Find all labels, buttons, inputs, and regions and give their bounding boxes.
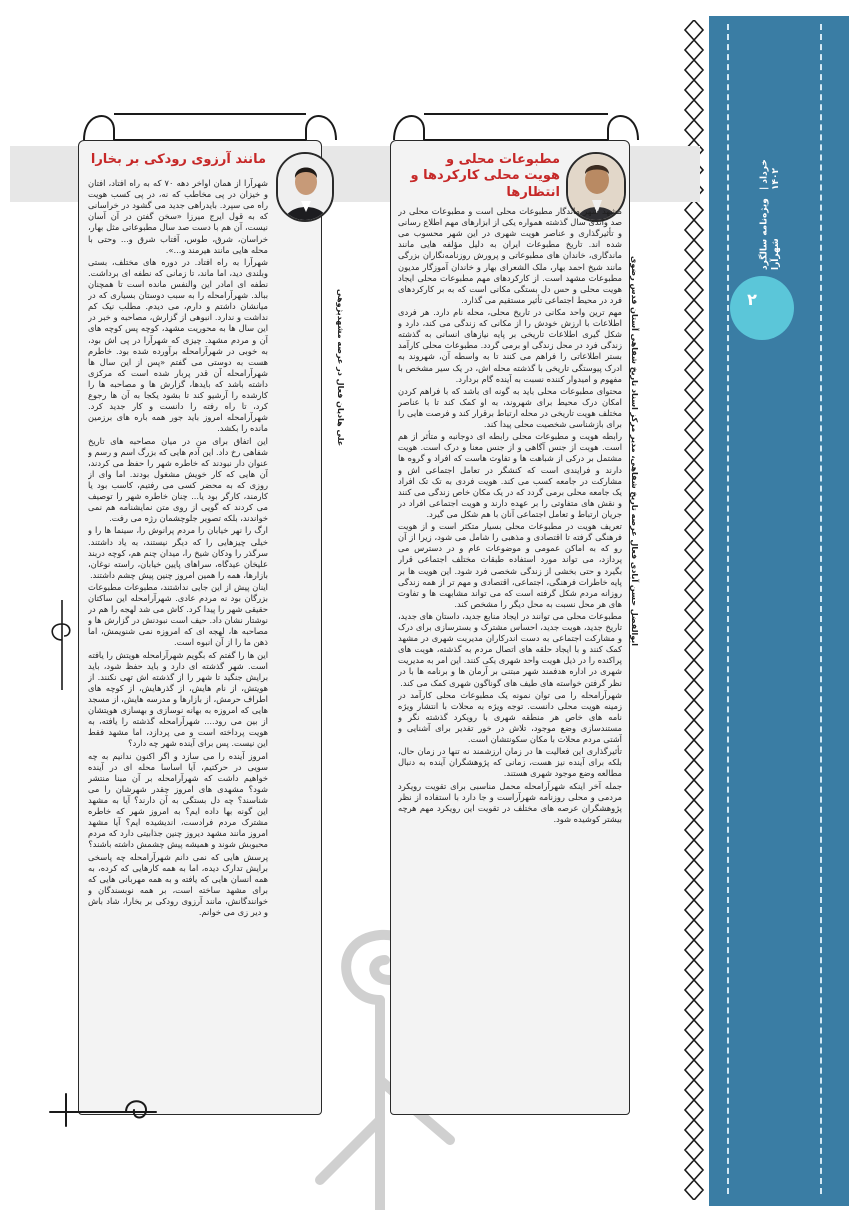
paragraph: شهرآرامحله را می توان نمونه یک مطبوعات محلی کارآمد در زمینه هویت محلی دانست. توجه ویژه به محلات با انتشار ویژه نامه های خاص هر منطقه شهری با رویکرد گذشته نگر و مستندسازی وضع موجود، تلاش در خور تقدیر برای آشنایی و آشتی مردم محلات با مکان سکونتشان است.: [398, 689, 622, 745]
paragraph: شهرآرا از همان اواخر دهه ۷۰ که به راه افتاد، افتان و خیزان در پی مخاطب که نه، در پی کسب هویت راه می سپرد. بایدراهی جدید می گشود در خراسانی که به قول ایرج میرزا «سخن گفتن در آن آسان نیست، آن هم با دست صد سال مطبوعاتی مثل بهار، خراسان، شرق، طوس، آفتاب شرق و... وحتی با محله هایی مانند هیرمند و...».: [88, 178, 268, 255]
article-title: مانند آرزوی رودکی بر بخارا: [90, 152, 266, 167]
paragraph: اینان پیش از این جایی نداشتند، مطبوعات مطبوعات بزرگان بود نه مردم عادی. شهرآرامحله این ساکتان حقیقی شهر را پیدا کرد. کاش می شد لهجه را هم در نوشتار نشان داد. حیف است نبودنش در گزارش ها و مصاحبه ها، لهجه ای که امروزه نمی شنویمش، اما ذهن ما را از آن انبوه است.: [88, 581, 268, 648]
paragraph: امروز آینده را می سازد و اگر اکنون ندانیم به چه سویی در حرکتیم، آیا اساسا محله ای در آینده خواهیم داشت که شهرآرامحله بر آن مبنا منتشر شود؟ مشهدی های امروز چقدر شهرشان را می شناسند؟ چه دل بستگی به آن دارند؟ آیا به مشهد این گونه بها داده ایم؟ به امروز شهر که خاطره مشترک مردم فرادست، اندیشیده ایم؟ آیا مشهد امروز مانند مشهد دیروز چنین جذابیتی دارد که مردم محبوبش شوند و همیشه پیش چشمش داشته باشند؟: [88, 750, 268, 850]
bottom-spiral-ornament-icon: [46, 1090, 166, 1130]
band-stitch-line: [820, 24, 822, 1194]
paragraph: شهرآرا به راه افتاد. در دوره های مختلف، بستی وبلندی دید، اما ماند، تا زمانی که نطفه ای برداشت. نطفه ای امادر این والنفس مانده است تا همچنان ببالد. شهرآرامحله را به سبب دوستان بسیاری که در میانشان داشتم و دارم، می دیدم. مطلب نیک کم نداشت و ندارد. انبوهی از گزارش، مصاحبه و خبر در این سال ها به محوریت مشهد، کوچه پس کوچه های آن و مردم مشهد. چیزی که شهرآرا در پی اش بود، به خوبی در شهرآرامحله برآورده شده بود. خاطرم هست به دوستی می گفتم «پس از این سال ها شهرآرامحله آن قدر پربار شده است که مرکزی داشته باشد که بایدها، گزارش ها و مصاحبه ها را کارشده را آرشیو کند تا بشود یکجا به آن ها رجوع کرد، تا راه رفته را دانست و کار جدید کرد. شهرآرامحله امروز باید جور همه باره های برزمین مانده را بکشد.: [88, 256, 268, 434]
paragraph: محتوای مطبوعات محلی باید به گونه ای باشد که با فراهم کردن امکان درک محیط برای شهروند، به او کمک کند تا با عناصر مختلف هویت تاریخی در محله ارتباط برقرار کند و فرصت هایی را برای بازشناسی شخصیت محلی پیدا کند.: [398, 385, 622, 430]
issue-meta: [737, 150, 805, 270]
paragraph: پرسش هایی که نمی دانم شهرآرامحله چه پاسخی برایش تدارک دیده، اما به همه کارهایی که کرده، به همه انسان هایی که یافته و به همه مهربانی هایی که برای مشهد ساخته است، بر همه نوبسندگان و خوانندگانش، مانند آرزوی رودکی بر بخارا، شاد باش و دیر زی می خوانم.: [88, 851, 268, 918]
paragraph: تأثیرگذاری این فعالیت ها در زمان ارزشمند نه تنها در زمان حال، بلکه برای آینده نیز هست، زمانی که پژوهشگران آینده به دنبال مطالعه وضع موجود شهری هستند.: [398, 746, 622, 779]
author-byline: علی هادیان فعال در عرصه مشهدپژوهی: [336, 288, 345, 446]
paragraph: رابطه هویت و مطبوعات محلی رابطه ای دوجانبه و متأثر از هم است. هویت از جنس آگاهی و از جنس معنا و درک است. هویت مشتمل بر درکی از شباهت ها و تفاوت هاست که افراد و گروه ها دارند و فرایندی است که کنشگر در تعامل اجتماعی اش و مشارکت در جامعه کسب می کند. هویت فردی به تک تک افراد یک جامعه محلی برمی گردد که در یک مکان خاص زندگی می کنند و نقش های متفاوتی را بر عهده دارند و هویت اجتماعی افراد در جریان ارتباط و تعامل اجتماعی آنان با هم شکل می گیرد.: [398, 431, 622, 519]
side-spiral-ornament-icon: [44, 600, 80, 690]
article-body: [398, 206, 622, 1106]
issue-label: ویژه‌نامه سالگرد شهرآرا: [759, 198, 781, 270]
band-stitch-line: [727, 24, 729, 1194]
author-photo: [276, 152, 334, 222]
article-title: مطبوعات محلی و هویت محلی کارکردها و انتظارها: [410, 152, 560, 200]
paragraph: مطبوعات محلی می توانند در ایجاد منابع جدید، داستان های جدید، تاریخ جدید، هویت جدید، احساس مشترک و بسترسازی برای درک و مشارکت اجتماعی به دست اندرکاران مدیریت شهری در مشهد کمک کنند و با ایجاد حلقه های اتصال مردم به گذشته، هویت های پراکنده را در ذیل هویت واحد شهری یکی کنند. این امر به مدیریت شهری در اداره هدفمند شهر مبتنی بر آرمان ها و برنامه ها با در نظر گرفتن خواسته های طیف های گوناگون شهری کمک می کند.: [398, 610, 622, 688]
page-number: ۲: [747, 290, 757, 309]
paragraph: مشهد شهر ماندگار مطبوعات محلی است و مطبوعات محلی در صد واندی سال گذشته همواره یکی از ابزارهای مهم اطلاع رسانی و تأثیرگذاری و عناصر هویت شهری در این شهر محسوب می شده اند. تاریخ مطبوعات ایران به دلیل مؤلفه هایی مانند ماندگاری، خاندان های مطبوعاتی و پرورش روزنامه‌نگاران بزرگی مانند شیخ احمد بهار، ملک الشعرای بهار و خاندان آموزگار مدیون مطبوعات مشهد است. از کارکردهای مهم مطبوعات محلی ایجاد هویت محلی و حس دل بستگی مکانی است که به بر کارکردهای فرد در محیط اجتماعی تأثیر مستقیم می گذارد.: [398, 206, 622, 305]
issue-date: خرداد | ۱۴۰۲: [759, 159, 781, 190]
paragraph: مهم ترین واحد مکانی در تاریخ محلی، محله نام دارد. هر فردی اطلاعات با ارزش خودش را از مکانی که زندگی می کند، دارد و شکل گیری اطلاعات تاریخی بر پایه نیازهای انسانی به گذشته زندگی فرد در محل زندگی او برمی گردد. مطبوعات محلی کارآمد بستر اطلاعاتی را فراهم می کنند تا به واسطه آن، شهروند به ادرک پیوستگی تاریخی با گذشته محله اش، در یک سیر مشخص با مفهوم و امیدوار کننده نسبت به آینده گام بردارد.: [398, 306, 622, 384]
paragraph: این اتفاق برای من در میان مصاحبه های تاریخ شفاهی رخ داد. این آدم هایی که بزرگ اسم و رسم و عنوان دار نبودند که خاطره شهر را حفظ می کردند، آن هایی که کار خویش مشغول بودند. اما وای از روزی که به محضر کسی می رفتیم، کاسب بود یا کارمند، کارگر بود یا... چنان خاطره شهر را توصیف می کردند که گویی از روی متن نمایشنامه هم نمی خواندند، بلکه تصویر جلوچشمان رژه می رفت.: [88, 435, 268, 524]
scroll-top-ornament-icon: [384, 100, 648, 150]
portrait-young-man-icon: [278, 154, 334, 222]
paragraph: ارگ را نهر خیابان را مردم پرانوش را، سینما ها را و خیلی چیزهایی را که دیگر نیستند، به یاد داشتند. سرگذر را ودکان شیخ را، میدان چنم هم، کوچه دربند علیخان عیدگاه، سراهای پایین خیابان، راسته نوغان، بازارها، همه را همین امروز چنین پیش چشم داشتند.: [88, 525, 268, 580]
scroll-top-ornament-icon: [74, 100, 346, 150]
paragraph: تعریف هویت در مطبوعات محلی بسیار متکثر است و از هویت فرهنگی گرفته تا اقتصادی و مذهبی را شامل می شود، زیرا از آن رو که به اماکن عمومی و موضوعات عام و در دسترس می پردازد، می تواند مورد استفاده طبقات مختلف اجتماعی قرار بگیرد و حتی بخشی از زندگی شخصی فرد شود. این هویت ها بر پایه خاطرات فرهنگی، اجتماعی، اقتصادی و مهم تر از همه زندگی روزانه مردم شکل گرفته است که می تواند مشابهت ها و تفاوت های هر محل نسبت به محل دیگر را مشخص کند.: [398, 521, 622, 609]
article-body: [88, 178, 268, 1108]
paragraph: این ها را گفتم که بگویم شهرآرامحله هویتش را یافته است. شهر گذشته ای دارد و باید حفظ شود، باید برایش جنگید تا شهر را از گذشته اش تهی نکنند. از هویتش، از نام هایش، از گذرهایش، از کوچه های اطراف حرمش، از بازارها و مدرسه هایش، از مسجد هایی که امروزه به بهانه نوسازی و بهسازی هویتشان از بین می رود.... شهرآرامحله گذشته را یافته، به هویت پرداخته است و می پردازد، اما مشهد فقط این نیست. پس برای آینده شهر چه دارد؟: [88, 649, 268, 749]
paragraph: جمله آخر اینکه شهرآرامحله محمل مناسبی برای تقویت رویکرد مردمی و محلی روزنامه شهرآراست و جا دارد با استفاده از نظر پژوهشگران عرصه های مختلف در تقویت این رویکرد مهم هرچه بیشتر کوشیده شود.: [398, 780, 622, 824]
author-byline: ابوالفضل حسن آبادی فعال عرصه تاریخ شفاهی، مدیر مرکز اسناد تاریخ شفاهی آستان قدس رضوی: [630, 255, 639, 646]
